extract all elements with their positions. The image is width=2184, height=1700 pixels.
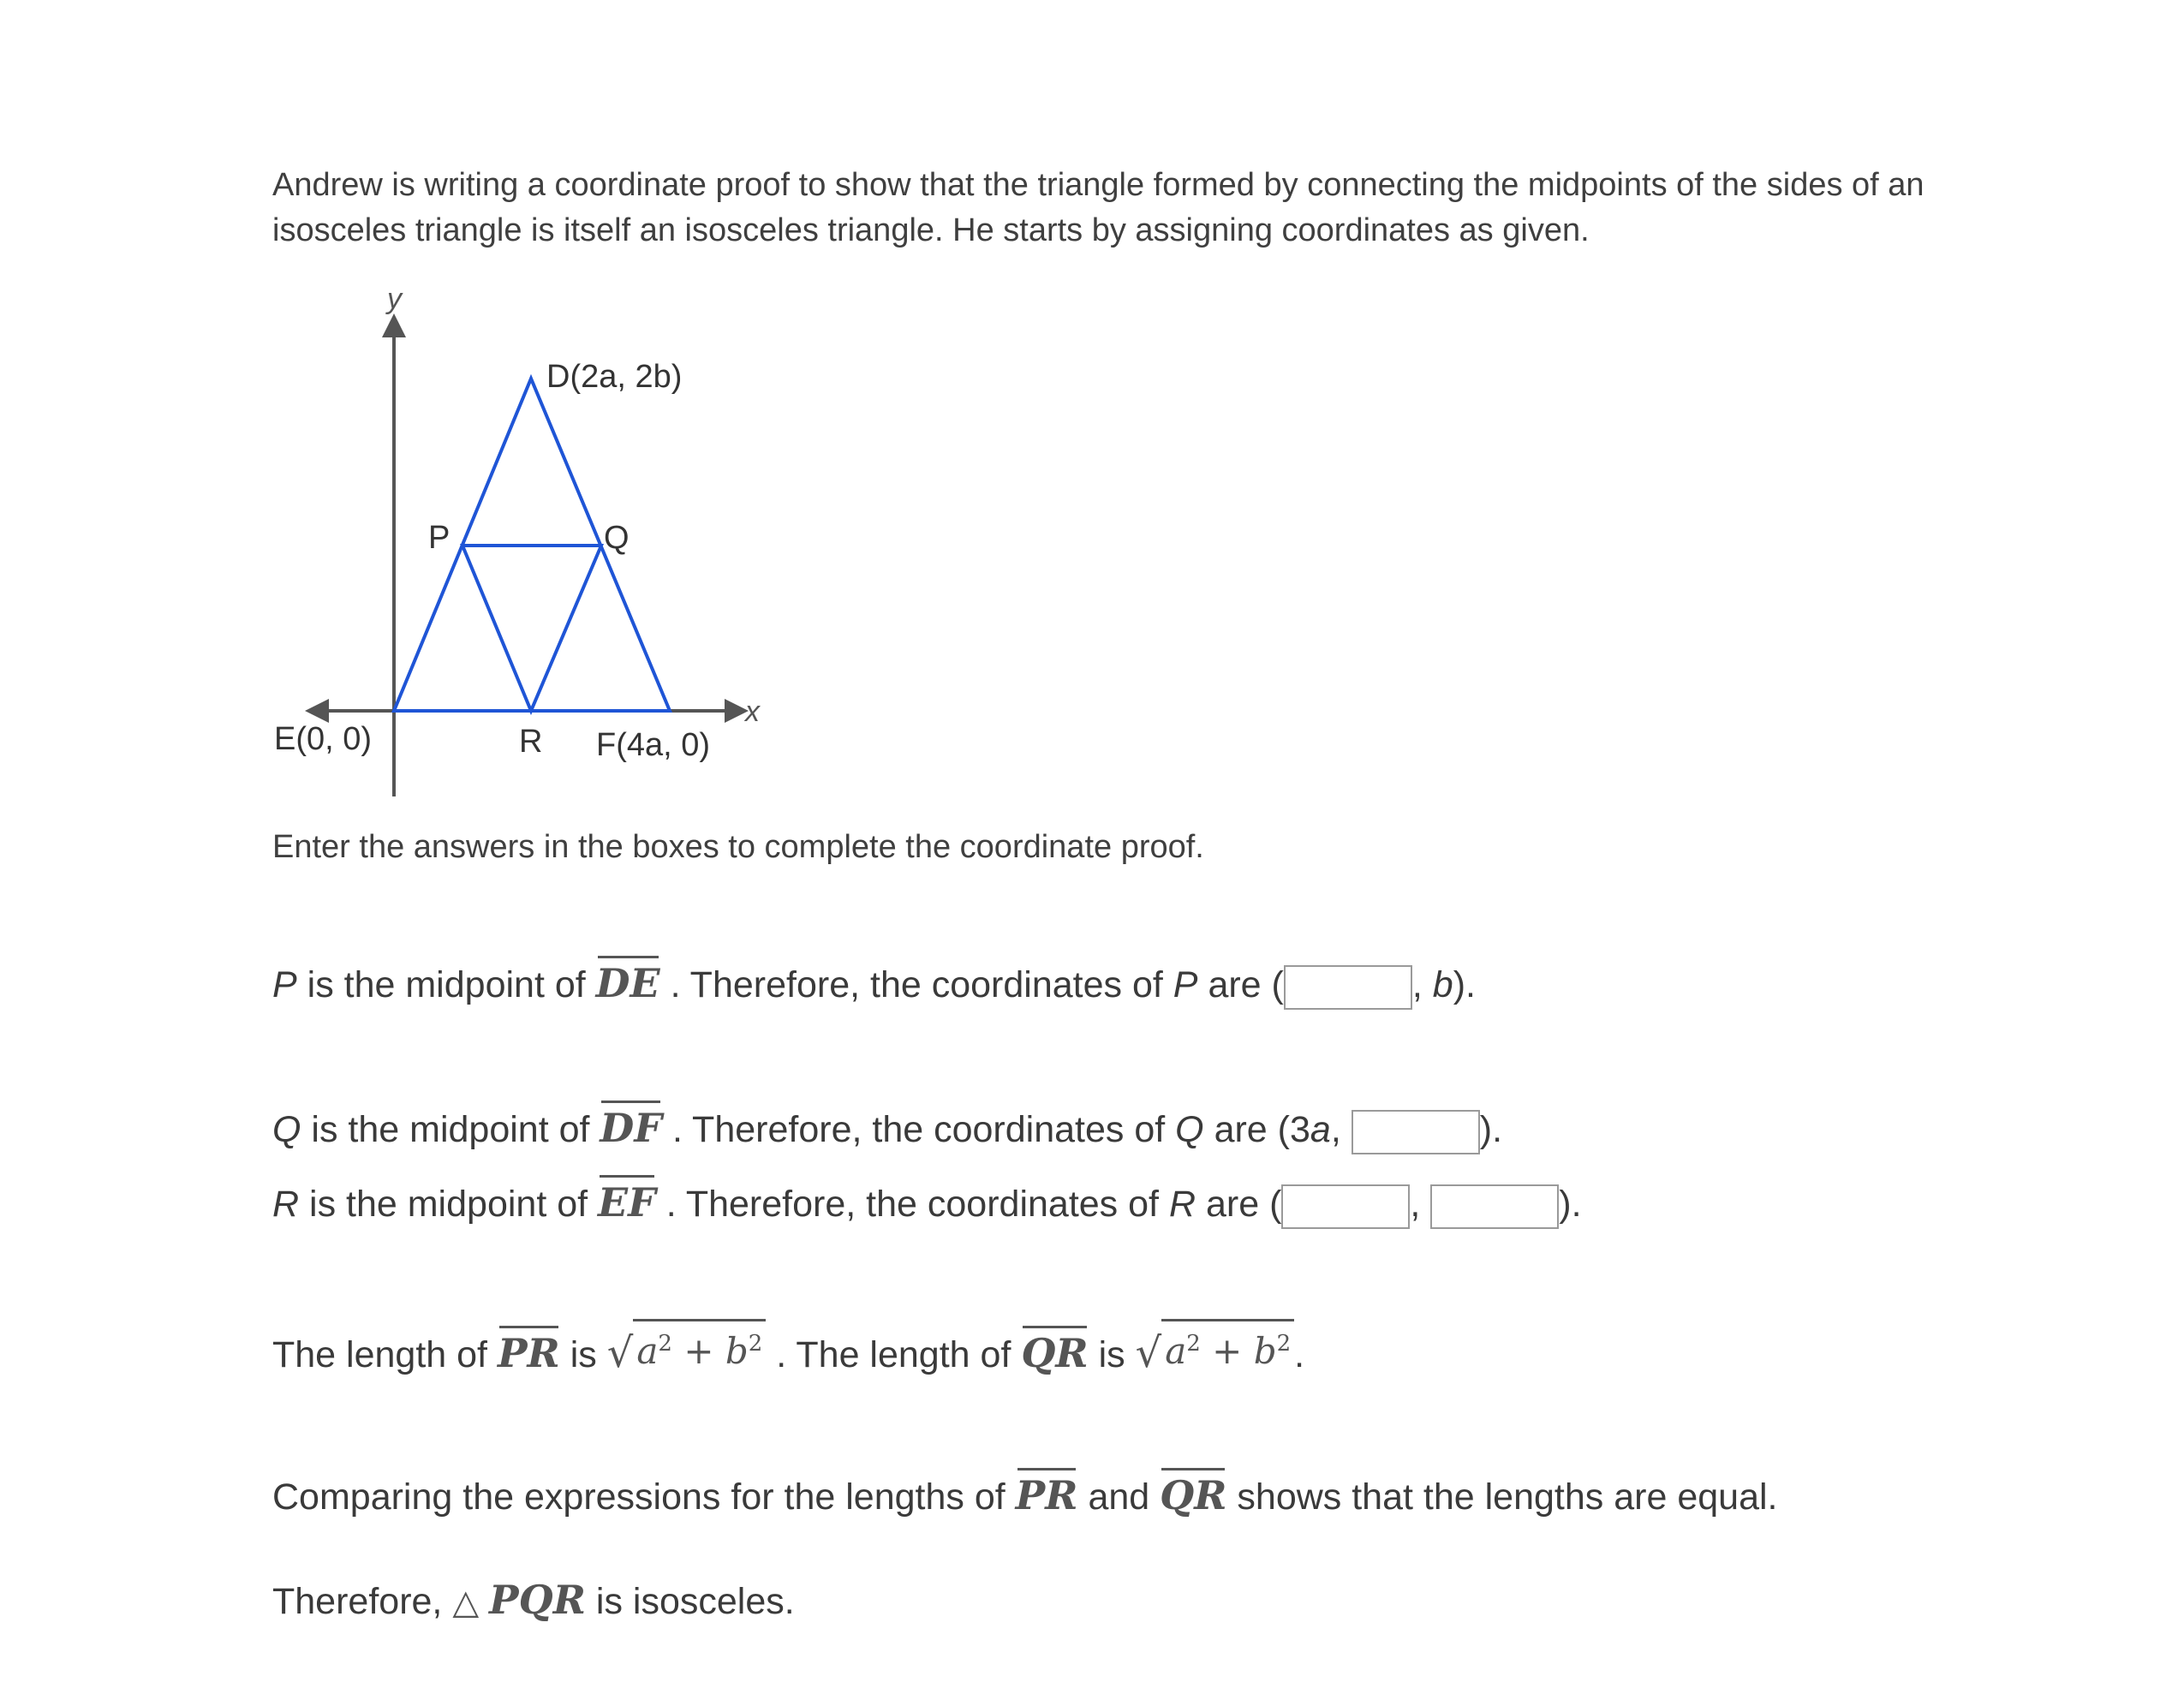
conclusion-statement [272, 1574, 795, 1628]
text: are ( [1208, 964, 1284, 1005]
exponent: 2 [658, 1331, 672, 1357]
statement-r [272, 1177, 1582, 1230]
q-y-coordinate-input[interactable] [1352, 1110, 1480, 1154]
text: shows that the lengths are equal. [1237, 1476, 1778, 1518]
inner-triangle-PQR [462, 546, 601, 711]
p-x-coordinate-input[interactable] [1284, 965, 1412, 1010]
var-a: a [1310, 1109, 1331, 1150]
segment-ef: EF [598, 1177, 656, 1228]
text: ). [1453, 964, 1476, 1005]
text: are ( [1205, 1184, 1282, 1225]
text: Therefore, [272, 1581, 443, 1622]
statement-p [272, 957, 1476, 1011]
text: is [1098, 1334, 1125, 1375]
var-a: a [636, 1330, 659, 1372]
var-r: R [1168, 1184, 1196, 1225]
exponent: 2 [1276, 1331, 1292, 1357]
text: . Therefore, the coordinates of [670, 964, 1163, 1005]
triangle-symbol: △ [452, 1583, 480, 1622]
comparison-statement [272, 1470, 1778, 1523]
text: . [1294, 1334, 1305, 1375]
text: is [570, 1334, 597, 1375]
segment-pr: PR [1016, 1470, 1078, 1521]
segment-qr: QR [1160, 1470, 1226, 1521]
coordinate-diagram [257, 283, 788, 814]
var-p: P [1173, 964, 1198, 1005]
label-Q: Q [604, 520, 630, 556]
label-D: D(2a, 2b) [546, 359, 683, 395]
plus-sign: + [1212, 1330, 1243, 1372]
text: . Therefore, the coordinates of [665, 1184, 1159, 1225]
exponent: 2 [748, 1331, 763, 1357]
segment-de: DE [596, 957, 660, 1009]
r-x-coordinate-input[interactable] [1281, 1184, 1410, 1229]
text: is the midpoint of [311, 1109, 590, 1150]
text: ). [1479, 1109, 1503, 1150]
var-q: Q [1175, 1109, 1204, 1150]
label-F: F(4a, 0) [596, 727, 711, 763]
text: , [1411, 964, 1423, 1005]
text: . The length of [776, 1334, 1011, 1375]
text: is the midpoint of [307, 964, 586, 1005]
plus-sign: + [683, 1330, 714, 1372]
statement-q [272, 1102, 1502, 1155]
lengths-statement [272, 1319, 1304, 1381]
r-y-coordinate-input[interactable] [1430, 1184, 1559, 1229]
triangle-pqr: PQR [489, 1577, 586, 1623]
segment-pr: PR [498, 1327, 560, 1379]
label-R: R [519, 724, 543, 760]
text: Comparing the expressions for the lengths of [272, 1476, 1005, 1518]
sqrt-expression-pr: √ $a^2 + b^2$ [607, 1319, 767, 1374]
text: ). [1559, 1184, 1582, 1225]
problem-intro: Andrew is writing a coordinate proof to show that the triangle formed by connecting the midpoints of the sides of an isosceles triangle is itself an isosceles triangle. He starts by assigning coordinates as given. [272, 167, 1924, 248]
text: is the midpoint of [309, 1184, 588, 1225]
var-a: a [1165, 1330, 1187, 1372]
label-E: E(0, 0) [274, 721, 373, 757]
text: The length of [272, 1334, 488, 1375]
text: , [1410, 1184, 1421, 1225]
text: are (3 [1214, 1109, 1310, 1150]
exponent: 2 [1186, 1331, 1201, 1357]
text: is isosceles. [595, 1581, 795, 1622]
var-b: b [1253, 1330, 1277, 1372]
var-r: R [272, 1184, 300, 1225]
var-b: b [725, 1330, 749, 1372]
sqrt-expression-qr: √ $a^2 + b^2$ [1136, 1319, 1295, 1374]
var-b: b [1432, 964, 1453, 1005]
var-q: Q [272, 1109, 301, 1150]
segment-df: DF [600, 1102, 662, 1154]
label-P: P [428, 520, 451, 556]
segment-qr: QR [1021, 1327, 1088, 1379]
x-axis-label: x [745, 695, 760, 728]
text: , [1330, 1109, 1341, 1150]
y-axis-label: y [387, 283, 402, 315]
instruction-text: Enter the answers in the boxes to complete the coordinate proof. [272, 829, 1204, 865]
text: and [1088, 1476, 1150, 1518]
var-p: P [272, 964, 297, 1005]
text: . Therefore, the coordinates of [671, 1109, 1166, 1150]
